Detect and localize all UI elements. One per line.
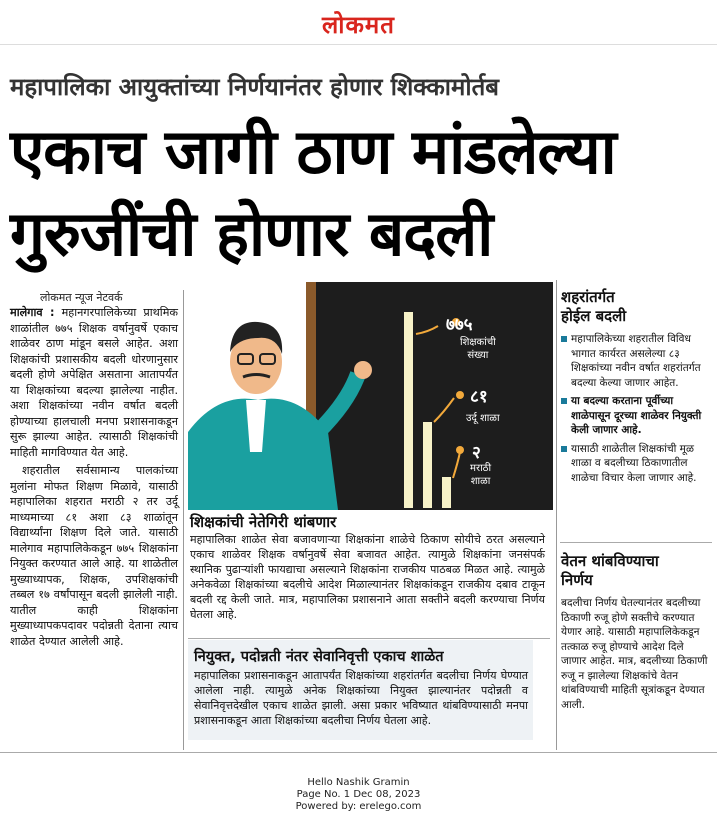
sidebar-heading-1-line2: होईल बदली xyxy=(561,307,627,325)
section-text-leadership: महापालिका शाळेत सेवा बजावणाऱ्या शिक्षकांना शाळेचे ठिकाण सोयीचे ठरत असल्याने एकाच शाळेवर शिक्षक वर्षानुवर्षे सेवा बजावत आहेत. त्यामुळे शिक्षकांना जनसंपर्क स्थानिक पुढाऱ्यांशी फायद्याचा असल्याने शिक्षकांना राजकीय पाठबळ मिळत आहे. त्यामुळे अनेकवेळा शिक्षकांच्या बदलीचे आदेश मिळाल्यानंतर शिक्षकांकडून राजकीय दबाव टाकून बदली रद्द केली जाते. मात्र, महापालिका प्रशासनाने आता सक्तीने बदली करण्याचा निर्णय घेतला आहे. xyxy=(190,533,545,621)
stat-marathi-label-2: शाळा xyxy=(470,476,491,487)
article-kicker: महापालिका आयुक्तांच्या निर्णयानंतर होणार शिक्कामोर्तब xyxy=(10,73,499,101)
section-heading-appointment: नियुक्त, पदोन्नती नंतर सेवानिवृत्ती एकाच शाळेत xyxy=(194,649,444,665)
teacher-chalkboard-graphic xyxy=(188,282,553,510)
section-heading-leadership: शिक्षकांची नेतेगिरी थांबणार xyxy=(190,513,337,531)
section-divider xyxy=(188,638,550,639)
stat-teachers-label xyxy=(460,336,496,362)
dateline: मालेगाव : xyxy=(10,306,55,319)
stat-urdu-label: उर्दू शाळा xyxy=(466,413,500,424)
section-box-appointment xyxy=(188,640,533,740)
left-column xyxy=(10,305,178,652)
square-bullet-icon xyxy=(561,446,567,452)
column-divider-right xyxy=(556,280,557,750)
lead-paragraph xyxy=(10,305,178,460)
stat-teachers-value: ७७५ xyxy=(446,315,473,335)
sidebar-salary-stop xyxy=(561,552,711,712)
body-paragraph: शहरातील सर्वसामान्य पालकांच्या मुलांना मोफत शिक्षण मिळावे, यासाठी महापालिका शहरात मराठी २ तर उर्दू माध्यमाच्या ८१ अशा ८३ शाळांतून विद्यार्थ्यांना शिक्षण दिले जाते. यासाठी मालेगाव महापालिकेकडून ७७५ शिक्षकांना नियुक्त करण्यात आले आहे. या शाळेतील मुख्याध्यापक, शिक्षक, उपशिक्षकांची तब्बल १७ वर्षांपासून बदली झालेली नाही. यातील काही शिक्षकांना मुख्याध्यापकपदावर पदोन्नती देताना त्याच शाळेत देण्यात आलेली आहे. xyxy=(10,464,178,648)
footer-edition: Hello Nashik Gramin xyxy=(307,777,410,788)
section-text-appointment: महापालिका प्रशासनाकडून आतापर्यंत शिक्षकांच्या शहरांतर्गत बदलीचा निर्णय घेण्यात आलेला नाही. त्यामुळे अनेक शिक्षकांच्या नियुक्त झाल्यानंतर पदोन्नती व सेवानिवृत्तदेखील एकाच शाळेत झाली. असा प्रकार भविष्यात थांबविण्यासाठी मनपा प्रशासनाकडून आता शिक्षकांच्या बदलीचा निर्णय घेतला आहे. xyxy=(194,669,528,727)
sidebar-heading-2 xyxy=(561,552,711,590)
square-bullet-icon xyxy=(561,398,567,404)
sidebar-item-text: महापालिकेच्या शहरातील विविध भागात कार्यरत असलेल्या ८३ शिक्षकांच्या नवीन वर्षात शहरांतर्गत बदल्या केल्या जाणार आहेत. xyxy=(571,333,701,389)
sidebar-item xyxy=(561,442,711,486)
stat-marathi-label xyxy=(470,462,491,488)
headline-line-1: एकाच जागी ठाण मांडलेल्या xyxy=(10,115,616,188)
sidebar-item-text: यासाठी शाळेतील शिक्षकांची मूळ शाळा व बदलीच्या ठिकाणातील शाळेचा विचार केला जाणार आहे. xyxy=(571,442,697,484)
headline-line-2: गुरुजींची होणार बदली xyxy=(10,197,493,270)
teacher-illustration xyxy=(188,282,553,510)
stat-teachers-label-2: संख्या xyxy=(467,350,489,361)
byline: लोकमत न्यूज नेटवर्क xyxy=(40,291,123,304)
sidebar-heading-2-line1: वेतन थांबविण्याचा xyxy=(561,552,659,570)
sidebar-divider xyxy=(560,542,712,543)
square-bullet-icon xyxy=(561,336,567,342)
lokmat-logo: लोकमत xyxy=(322,11,395,39)
footer-powered-by: Powered by: erelego.com xyxy=(295,801,422,812)
footer-divider xyxy=(0,752,717,753)
sidebar-item xyxy=(561,332,711,390)
sidebar-item xyxy=(561,394,711,438)
footer-page-date: Page No. 1 Dec 08, 2023 xyxy=(296,789,421,800)
stat-marathi-label-1: मराठी xyxy=(470,463,492,474)
lead-text: महानगरपालिकेच्या प्राथमिक शाळांतील ७७५ शिक्षक वर्षानुवर्षे एकाच शाळेवर ठाण मांडून बसले आहेत. अशा शिक्षकांची प्रशासकीय बदली धोरणानुसार बदली होणे अपेक्षित असताना आतापर्यंत या शिक्षकांच्या बदल्या झालेल्या नाहीत. अशा शिक्षकांच्या नवीन वर्षात बदली होण्याच्या हालचाली मनपा प्रशासनाकडून सुरू झाल्या आहेत. त्यासाठी शिक्षकांची माहिती मागविण्यात येत आहे. xyxy=(10,306,178,459)
masthead xyxy=(0,0,717,45)
sidebar-intercity-transfer xyxy=(561,288,711,489)
sidebar-2-text: बदलीचा निर्णय घेतल्यानंतर बदलीच्या ठिकाणी रुजू होणे सक्तीचे करण्यात येणार आहे. यासाठी महापालिकेकडून तत्काळ रुजू होण्याचे आदेश दिले जाणार आहेत. मात्र, बदलीच्या ठिकाणी रुजू न झालेल्या शिक्षकांचे वेतन थांबविण्याची माहिती सूत्रांकडून देण्यात आली. xyxy=(561,597,708,711)
sidebar-heading-1 xyxy=(561,288,711,326)
sidebar-item-text: या बदल्या करताना पूर्वीच्या शाळेपासून दूरच्या शाळेवर नियुक्ती केली जाणार आहे. xyxy=(571,395,702,436)
stat-teachers-label-1: शिक्षकांची xyxy=(460,337,496,348)
sidebar-heading-1-line1: शहरांतर्गत xyxy=(561,288,615,306)
page-footer xyxy=(0,777,717,813)
stat-urdu-value: ८१ xyxy=(470,387,488,407)
sidebar-heading-2-line2: निर्णय xyxy=(561,571,593,589)
column-divider-left xyxy=(183,290,184,750)
stat-marathi-value: २ xyxy=(472,443,481,463)
